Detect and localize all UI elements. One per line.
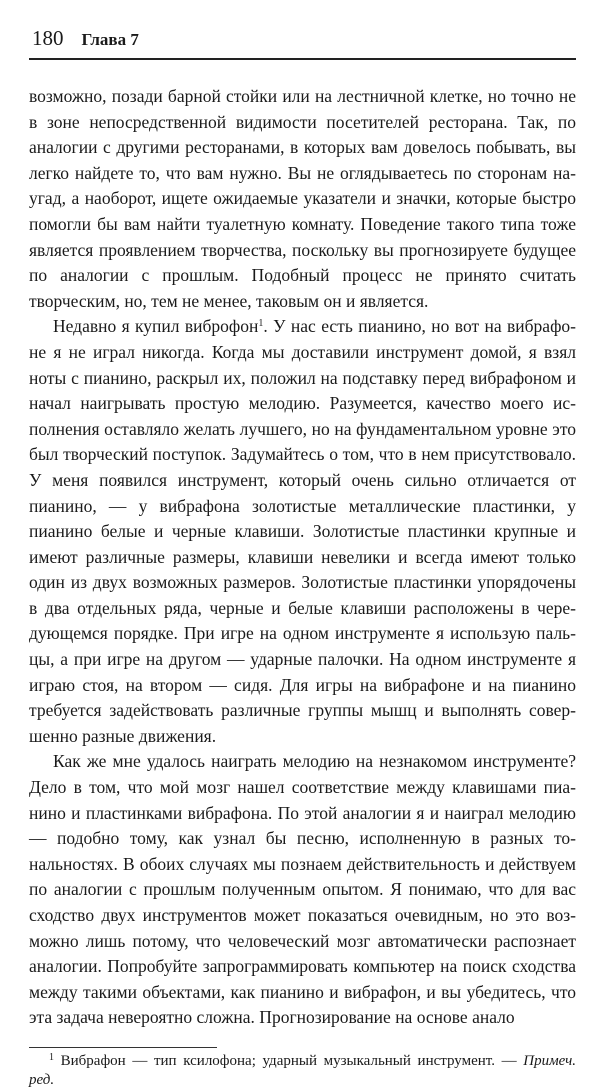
- editor-note: Примеч. ред.: [29, 1052, 577, 1088]
- running-header: [29, 26, 576, 60]
- chapter-label: Глава 7: [81, 30, 139, 49]
- body-text: [29, 84, 576, 1031]
- footnote-divider: [29, 1047, 217, 1048]
- paragraph: Как же мне удалось наиграть мелодию на незнакомом инструменте? Дело в том, что мой мозг нашел соответствие между клавишами пианино и пластинками вибрафона. По этой аналогии я и наиграл мелодию — подобно тому, как узнал бы песню, исполненную в разных тональностях. В обоих случаях мы познаем действительность и действуем по аналогии с прошлым полученным опытом. Я понимаю, что для вас сходство двух инструментов может показаться очевидным, но это возможно лишь потому, что человеческий мозг автоматически распознает аналогии. Попробуйте запрограммировать компьютер на поиск сходства между такими объектами, как пианино и вибрафон, и вы убедитесь, что эта задача невероятно сложна. Прогнозирование на основе анало: [29, 751, 576, 1028]
- paragraph: возможно, позади барной стойки или на лестничной клетке, но точно не в зоне непосредственной видимости посетителей ресторана. Так, по аналогии с другими ресторанами, в которых вам довелось побывать, вы легко найдете то, что вам нужно. Вы не оглядываетесь по сторонам наугад, а наоборот, ищете ожидаемые указатели и значки, которые быстро помогли бы вам найти туалетную комнату. Поведение такого типа тоже является проявлением творчества, поскольку вы прогнозируете будущее по аналогии с прошлым. Подобный процесс не принято считать творческим, но, тем не менее, таковым он и является.: [29, 86, 576, 311]
- paragraph-text: . У нас есть пианино, но вот на вибрафоне я не играл никогда. Когда мы доставили инструмент домой, я взял ноты с пианино, раскрыл их, положил на подставку перед вибрафоном и начал наигрывать простую мелодию. Разумеется, качество моего исполнения оставляло желать лучшего, но на фундаментальном уровне это был творческий поступок. Задумайтесь о том, что в нем присутствовало. У меня появился инструмент, который очень сильно отличается от пианино, — у вибрафона золотистые металлические пластинки, у пианино белые и черные клавиши. Золотистые пластинки крупные и имеют различные размеры, клавиши невелики и всегда имеют только один из двух возможных размеров. Золотистые пластинки упорядочены в два отдельных ряда, черные и белые клавиши расположены в чередующемся порядке. При игре на одном инструменте я использую пальцы, а при игре на другом — ударные палочки. На одном инструменте я играю стоя, на втором — сидя. Для игры на вибрафоне и на пианино требуется задействовать различные группы мышц и выполнять совершенно разные движения.: [29, 316, 576, 746]
- paragraph-text: Недавно я купил виброфон: [53, 316, 259, 337]
- footnote-text: Вибрафон — тип ксилофона; ударный музыкальный инструмент. —: [60, 1052, 524, 1069]
- book-page: [29, 26, 576, 1090]
- page-number: 180: [32, 26, 64, 50]
- footnote: [29, 1052, 576, 1090]
- paragraph: [29, 314, 576, 749]
- footnote-marker: 1: [258, 318, 264, 330]
- footnote-number: 1: [49, 1051, 54, 1063]
